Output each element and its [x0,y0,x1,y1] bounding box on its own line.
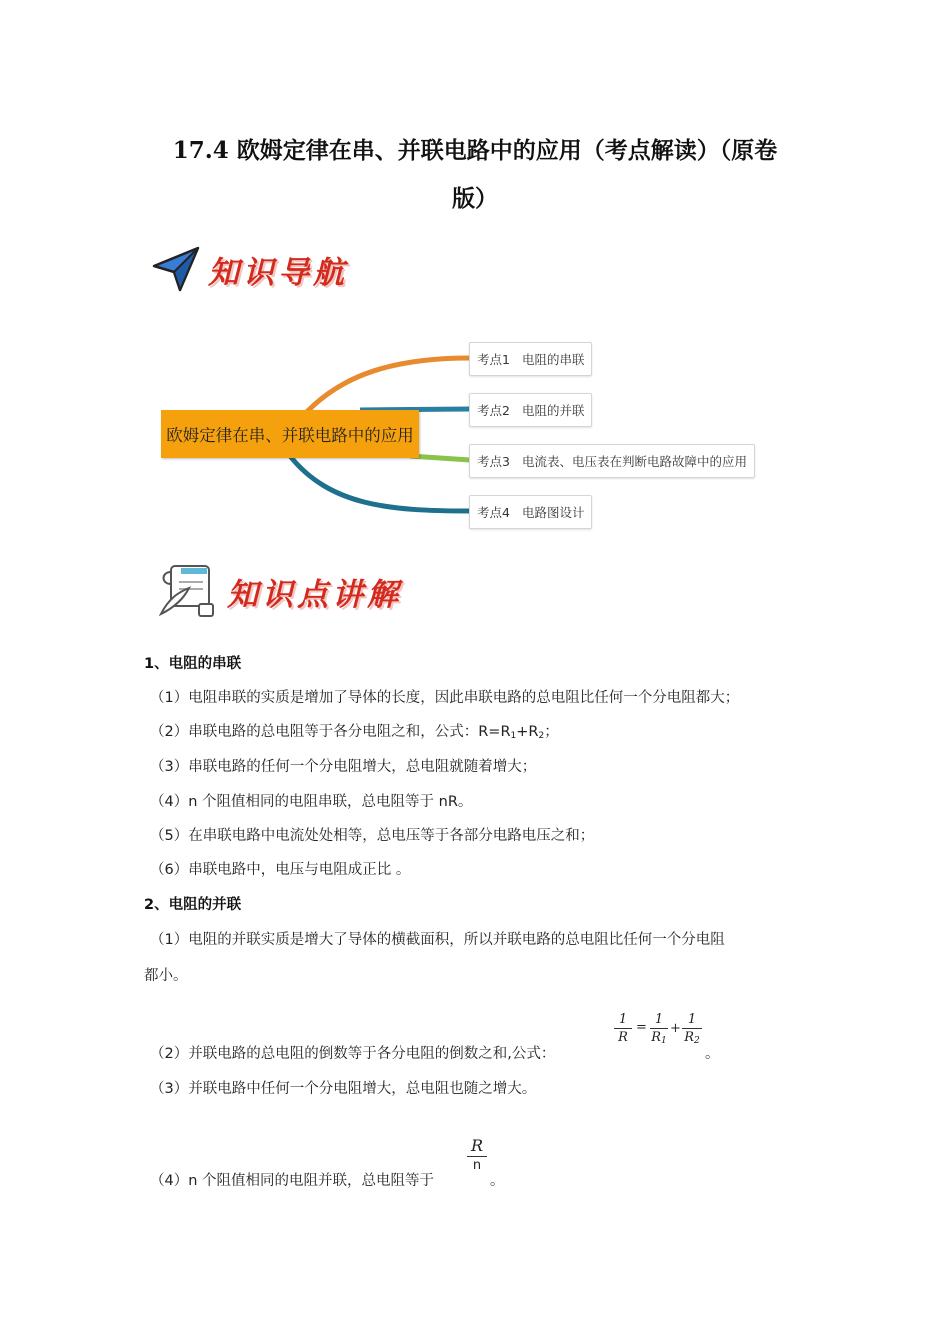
frac-num: 1 [654,1012,664,1027]
page-title-line2: 版） [452,185,498,212]
page-title-line1: 17.4 欧姆定律在串、并联电路中的应用（考点解读）（原卷 [172,137,778,164]
section-2-item-3: （3）并联电路中任何一个分电阻增大，总电阻也随之增大。 [150,1081,537,1097]
item2-sub2: 2 [538,731,545,741]
node-label: 电阻的串联 [521,352,585,367]
section-1-item-3: （3）串联电路的任何一个分电阻增大，总电阻就随着增大； [150,759,537,775]
connector-4 [290,456,470,511]
section-2-heading: 2、电阻的并联 [144,897,242,913]
mindmap-node-4 [469,495,592,529]
mindmap-node-3 [469,444,755,478]
section-1-item-4: （4）n 个阻值相同的电阻串联，总电阻等于 nR。 [150,794,473,810]
mindmap-root: 欧姆定律在串、并联电路中的应用 [161,410,419,458]
formula-r-over-n [467,1136,487,1174]
section-1-item-2 [150,720,559,741]
formula-equals: = [636,1020,647,1035]
section-1-item-5: （5）在串联电路中电流处处相等，总电压等于各部分电路电压之和； [150,828,595,844]
frac-den: R [618,1030,628,1045]
item2-end: ； [544,724,559,740]
section-1-item-6: （6）串联电路中，电压与电阻成正比 。 [150,862,411,878]
frac-num: 1 [618,1012,628,1027]
node-num: 考点3 [477,454,510,469]
section-1-item-1: （1）电阻串联的实质是增加了导体的长度，因此串联电路的总电阻比任何一个分电阻都大； [150,690,740,706]
formula-lhs [614,1011,632,1046]
formula-term-2 [682,1011,702,1050]
banner-knowledge-nav [150,244,348,294]
paper-plane-icon [150,244,202,294]
mindmap-node-1 [469,342,592,376]
item2-sub1: 1 [510,731,517,741]
mindmap-node-2 [469,393,592,427]
frac-den-sub: 1 [661,1036,667,1046]
node-num: 考点1 [477,352,510,367]
node-num: 考点2 [477,403,510,418]
banner-nav-text: 知识导航 [208,254,348,291]
section-2-item-2: （2）并联电路的总电阻的倒数等于各分电阻的倒数之和,公式： [150,1046,556,1062]
item2-plus: +R [516,724,539,740]
frac-num: R [470,1136,484,1155]
frac-den-letter: R [684,1030,695,1045]
node-num: 考点4 [477,505,510,520]
section-2-item-4-end: 。 [490,1173,505,1189]
item2-prefix: （2）串联电路的总电阻等于各分电阻之和，公式：R=R [150,724,511,740]
section-2-item-1-line2: 都小。 [144,968,188,984]
connector-3 [410,456,470,460]
frac-den [682,1029,702,1050]
section-2-item-4: （4）n 个阻值相同的电阻并联，总电阻等于 [150,1173,435,1189]
section-1-heading: 1、电阻的串联 [144,656,242,672]
node-label: 电路图设计 [521,505,585,520]
banner-explain-text: 知识点讲解 [227,576,402,613]
scroll-quill-icon [155,562,217,620]
banner-knowledge-explain [155,562,402,620]
formula-term-1 [650,1011,668,1050]
node-label: 电阻的并联 [521,403,585,418]
frac-den: n [472,1158,482,1173]
section-2-item-2-end: 。 [705,1046,720,1062]
frac-num: 1 [687,1012,697,1027]
formula-plus: + [670,1021,681,1036]
section-2-item-1-line1: （1）电阻的并联实质是增大了导体的横截面积，所以并联电路的总电阻比任何一个分电阻 [150,932,725,948]
frac-den [650,1029,668,1050]
frac-den-letter: R [651,1030,662,1045]
node-label: 电流表、电压表在判断电路故障中的应用 [521,454,747,469]
frac-den-sub: 2 [694,1036,700,1046]
